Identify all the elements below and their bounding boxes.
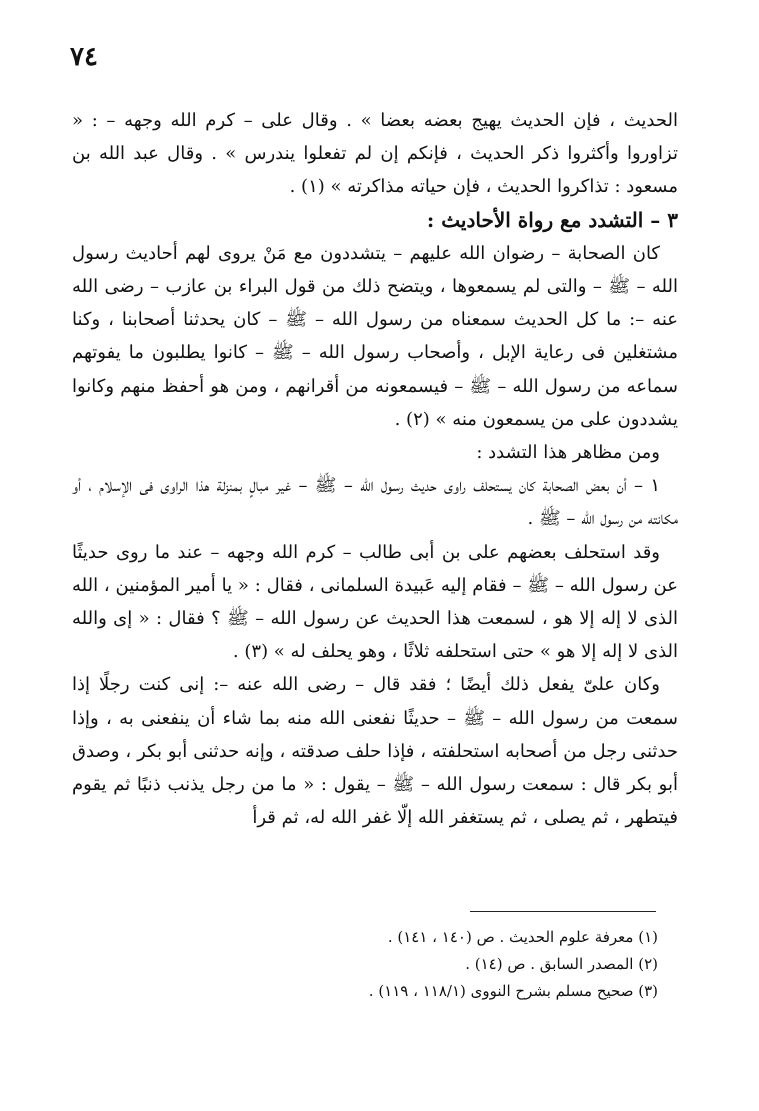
- text-line: أحفظ منهم وكانوا يشددون على من يسمعون منه » (٢) .: [72, 375, 678, 430]
- page-number: ٧٤: [70, 42, 98, 72]
- text-line: حديثًا عن رسول الله – ﷺ – فقام إليه عَبيدة السلمانى ، فقال : « يا أمير: [72, 541, 678, 596]
- text-line: يطلبون ما يفوتهم سماعه من رسول الله – ﷺ – فيسمعونه من أقرانهم ، ومن هو: [72, 342, 678, 397]
- footnote-1: (١) معرفة علوم الحديث . ص (١٤٠ ، ١٤١) .: [387, 928, 658, 946]
- text-line: أصحابنا ، وكنا مشتغلين فى رعاية الإبل ، وأصحاب رسول الله – ﷺ – كانوا: [72, 309, 678, 364]
- text-line: ١ – أن بعض الصحابة كان يستحلف راوى حديث رسول الله – ﷺ –: [298, 475, 660, 497]
- paragraph-aspects: ومن مظاهر هذا التشدد :: [476, 442, 660, 464]
- paragraph-ali-oath: [72, 536, 678, 669]
- text-line: رسول الله – ﷺ – والتى لم يسمعوها ، ويتضح ذلك من قول البراء بن عازب –: [72, 242, 678, 298]
- paragraph-intro: [72, 237, 678, 436]
- text-line: غير مبالٍ بمنزلة هذا الراوى فى الإسلام ، أو مكانته من رسول الله – ﷺ .: [72, 475, 678, 530]
- footnote-2: (٢) المصدر السابق . ص (١٤) .: [465, 955, 658, 973]
- text-line: وكان علىّ يفعل ذلك أيضًا ؛ فقد قال – رضى الله عنه –: إنى كنت رجلًا: [99, 674, 660, 696]
- text-line: رضى الله عنه –: ما كل الحديث سمعناه من رسول الله – ﷺ – كان يحدثنا: [72, 276, 678, 331]
- text-line: فقال : « إى والله الذى لا إله إلا هو » حتى استحلفه ثلاثًا ، وهو يحلف له » (٣) .: [72, 608, 678, 663]
- footnotes: [120, 924, 658, 1005]
- section-heading: ٣ – التشدد مع رواة الأحاديث :: [426, 207, 678, 232]
- text-line: رجل يذنب ذنبًا ثم يقوم فيتطهر ، ثم يصلى ، ثم يستغفر الله إلّا غفر الله له، ثم قرأ: [72, 774, 678, 829]
- body-text: [72, 104, 678, 834]
- footnote-3: (٣) صحيح مسلم بشرح النووى (١١٨/١ ، ١١٩) .: [368, 982, 658, 1000]
- text-line: كان الصحابة – رضوان الله عليهم – يتشددون مع مَنْ يروى لهم أحاديث: [125, 242, 660, 264]
- text-line: الحديث ، فإن الحديث يهيج بعضه بعضا » . وقال على – كرم الله وجهه – :: [91, 110, 678, 131]
- footnote-divider: [470, 911, 656, 912]
- text-line: أبو بكر ، وصدق أبو بكر قال : سمعت رسول الله – ﷺ – يقول : « ما من: [72, 740, 678, 796]
- paragraph-continuation: [72, 104, 678, 204]
- text-line: وإذا حدثنى رجل من أصحابه استحلفته ، فإذا حلف صدقته ، وإنه حدثنى: [72, 707, 678, 762]
- text-line: مسعود : تذاكروا الحديث ، فإن حياته مذاكرته » (١) .: [289, 176, 678, 198]
- text-line: « تزاوروا وأكثروا ذكر الحديث ، فإنكم إن لم تفعلوا يندرس » . وقال عبد الله بن: [72, 110, 678, 165]
- paragraph-item-1: [72, 469, 678, 535]
- text-line: إذا سمعت من رسول الله – ﷺ – حديثًا نفعنى الله منه بما شاء أن ينفعنى به ،: [72, 674, 678, 729]
- text-line: المؤمنين ، الله الذى لا إله إلا هو ، لسمعت هذا الحديث عن رسول الله – ﷺ ؟: [72, 574, 678, 630]
- paragraph-ali-practice: [72, 668, 678, 834]
- text-line: وقد استحلف بعضهم على بن أبى طالب – كرم الله وجهه – عند ما روى: [115, 541, 660, 563]
